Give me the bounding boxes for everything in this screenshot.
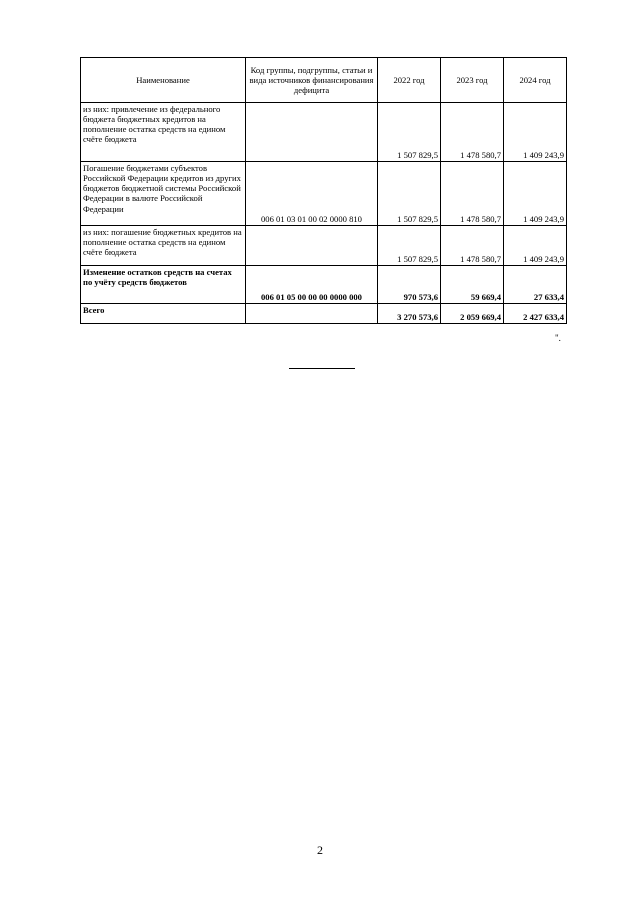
row-value-2024: 27 633,4 <box>504 266 567 304</box>
header-code: Код группы, подгруппы, статьи и вида источников финансирования дефицита <box>246 58 378 103</box>
table-row <box>81 266 567 304</box>
row-value-2023: 1 478 580,7 <box>441 226 504 266</box>
row-value-2024: 1 409 243,9 <box>504 226 567 266</box>
row-value-2022: 1 507 829,5 <box>378 103 441 162</box>
budget-financing-table <box>80 57 567 324</box>
page-number: 2 <box>317 843 323 857</box>
row-value-2023: 59 669,4 <box>441 266 504 304</box>
row-code: 006 01 05 00 00 00 0000 000 <box>246 266 378 304</box>
header-2022: 2022 год <box>378 58 441 103</box>
row-name: Погашение бюджетами субъектов Российской Федерации кредитов из других бюджетов бюджетной системы Российской Федерации в валюте Российской Федерации <box>81 162 246 226</box>
row-value-2022: 1 507 829,5 <box>378 162 441 226</box>
row-value-2023: 2 059 669,4 <box>441 304 504 324</box>
row-value-2023: 1 478 580,7 <box>441 162 504 226</box>
table-row-total <box>81 304 567 324</box>
closing-quote: ". <box>555 333 561 343</box>
row-value-2024: 2 427 633,4 <box>504 304 567 324</box>
separator-line <box>289 368 355 369</box>
header-2024: 2024 год <box>504 58 567 103</box>
header-2023: 2023 год <box>441 58 504 103</box>
row-code <box>246 226 378 266</box>
row-name: Всего <box>81 304 246 324</box>
row-value-2022: 1 507 829,5 <box>378 226 441 266</box>
row-code: 006 01 03 01 00 02 0000 810 <box>246 162 378 226</box>
row-name: из них: привлечение из федерального бюджета бюджетных кредитов на пополнение остатка средств на едином счёте бюджета <box>81 103 246 162</box>
row-value-2024: 1 409 243,9 <box>504 103 567 162</box>
row-value-2023: 1 478 580,7 <box>441 103 504 162</box>
header-name: Наименование <box>81 58 246 103</box>
budget-table-container <box>80 57 566 324</box>
row-code <box>246 103 378 162</box>
row-value-2024: 1 409 243,9 <box>504 162 567 226</box>
table-row <box>81 226 567 266</box>
table-row <box>81 103 567 162</box>
table-row <box>81 162 567 226</box>
row-value-2022: 3 270 573,6 <box>378 304 441 324</box>
row-name: Изменение остатков средств на счетах по учёту средств бюджетов <box>81 266 246 304</box>
row-value-2022: 970 573,6 <box>378 266 441 304</box>
row-code <box>246 304 378 324</box>
table-header-row <box>81 58 567 103</box>
row-name: из них: погашение бюджетных кредитов на пополнение остатка средств на едином счёте бюджета <box>81 226 246 266</box>
